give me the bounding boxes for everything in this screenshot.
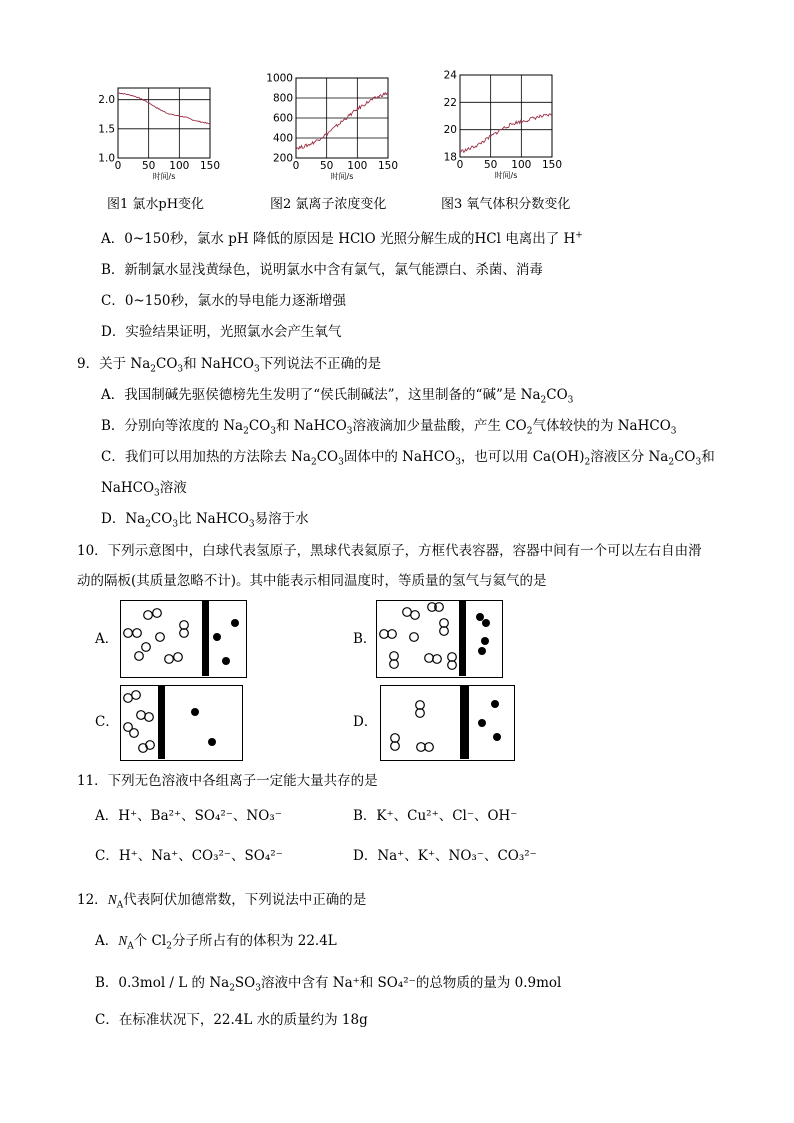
q12-option-c: C．在标准状况下，22.4L 水的质量约为 18g [95, 1012, 368, 1028]
x-tick-label: 50 [141, 160, 156, 172]
plot-frame [460, 75, 552, 157]
chart-2-chloride [262, 70, 400, 190]
q8-option-a: A．0~150秒，氯水 pH 降低的原因是 HClO 光照分解生成的HCl 电离出了 H+ [101, 230, 583, 247]
q11-option-b: B．K⁺、Cu²⁺、Cl⁻、OH⁻ [353, 808, 518, 824]
x-tick-label: 0 [292, 160, 300, 172]
x-tick-label: 150 [541, 159, 563, 171]
q12-option-b: B．0.3mol / L 的 $Na_2SO_3$溶液中含有 Na⁺和 SO₄²⁻的总物质的量为 0.9mol [95, 975, 562, 994]
q12-stem: 12．$N_A$代表阿伏加德常数，下列说法中正确的是 [77, 892, 367, 911]
chart-3-oxygen [432, 70, 567, 190]
x-tick-label: 50 [483, 159, 498, 171]
container-diagram-b [376, 600, 503, 678]
plot-frame [118, 88, 210, 158]
y-tick-label: 400 [272, 132, 293, 145]
x-tick-label: 100 [169, 160, 190, 172]
y-tick-label: 1.0 [98, 152, 115, 165]
q10-label-b: B． [353, 631, 377, 647]
q11-option-a: A．H⁺、Ba²⁺、SO₄²⁻、NO₃⁻ [95, 808, 282, 824]
x-axis-label: 时间/s [494, 171, 518, 180]
y-tick-label: 200 [272, 152, 293, 165]
q8-option-b: B．新制氯水显浅黄绿色，说明氯水中含有氯气，氯气能漂白、杀菌、消毒 [101, 262, 543, 278]
q12-option-a: A．$N_A$个 $Cl_2$分子所占有的体积为 22.4L [95, 933, 337, 952]
y-tick-label: 2.0 [98, 94, 115, 107]
y-tick-label: 600 [272, 112, 293, 125]
x-axis-label: 时间/s [330, 172, 354, 181]
y-tick-label: 20 [443, 124, 457, 137]
y-tick-label: 22 [443, 96, 457, 109]
chart-1-caption: 图1 氯水pH变化 [107, 197, 205, 212]
q11-stem: 11．下列无色溶液中各组离子一定能大量共存的是 [77, 773, 378, 789]
chart-3-caption: 图3 氧气体积分数变化 [441, 197, 571, 212]
chart-1-ph [90, 70, 225, 190]
x-tick-label: 150 [199, 160, 221, 172]
q11-option-c: C．H⁺、Na⁺、CO₃²⁻、SO₄²⁻ [95, 848, 283, 864]
q9-option-b: B．分别向等浓度的 $Na_2CO_3$和 NaHCO$_3$溶液滴加少量盐酸，产生 $CO_2$气体较快的为 NaHCO$_3$ [101, 418, 677, 437]
q9-option-d: D．$Na_2CO_3$比 NaHCO$_3$易溶于水 [101, 511, 309, 530]
x-tick-label: 150 [377, 160, 399, 172]
q9-option-c-cont: NaHCO$_3$溶液 [101, 480, 187, 499]
y-tick-label: 1.5 [98, 123, 115, 136]
x-tick-label: 100 [511, 159, 532, 171]
x-tick-label: 50 [319, 160, 334, 172]
q10-stem-line1: 10．下列示意图中，白球代表氢原子，黑球代表氦原子，方框代表容器，容器中间有一个可以左右自由滑 [77, 543, 702, 559]
y-tick-label: 24 [443, 70, 457, 82]
series-line [460, 114, 552, 152]
container-diagram-d [380, 685, 515, 761]
q10-label-d: D． [353, 714, 378, 730]
x-tick-label: 100 [347, 160, 368, 172]
series-line [118, 93, 210, 125]
q10-label-a: A． [95, 631, 119, 647]
q10-label-c: C． [95, 714, 119, 730]
series-line [296, 93, 388, 150]
q8-option-d: D．实验结果证明，光照氯水会产生氧气 [101, 324, 342, 340]
q9-option-c: C．我们可以用加热的方法除去 $Na_2CO_3$固体中的 NaHCO$_3$，也可以用 $Ca(OH)_2$溶液区分 $Na_2CO_3$和 [101, 449, 715, 468]
q10-stem-line2: 动的隔板(其质量忽略不计)。其中能表示相同温度时，等质量的氢气与氦气的是 [77, 573, 547, 589]
y-tick-label: 1000 [266, 72, 293, 85]
x-axis-label: 时间/s [152, 172, 176, 181]
container-diagram-a [120, 600, 247, 678]
q11-option-d: D．Na⁺、K⁺、NO₃⁻、CO₃²⁻ [353, 848, 537, 864]
q8-option-c: C．0~150秒，氯水的导电能力逐渐增强 [101, 293, 346, 309]
chart-2-caption: 图2 氯离子浓度变化 [270, 197, 387, 212]
y-tick-label: 18 [443, 151, 457, 164]
x-tick-label: 0 [456, 159, 464, 171]
y-tick-label: 800 [272, 92, 293, 105]
q9-option-a: A．我国制碱先驱侯德榜先生发明了“侯氏制碱法”，这里制备的“碱”是 $Na_2CO_3$ [101, 387, 574, 406]
container-diagram-c [120, 685, 243, 761]
q9-stem: 9．关于 $Na_2CO_3$和 NaHCO$_3$下列说法不正确的是 [77, 356, 382, 375]
x-tick-label: 0 [114, 160, 122, 172]
